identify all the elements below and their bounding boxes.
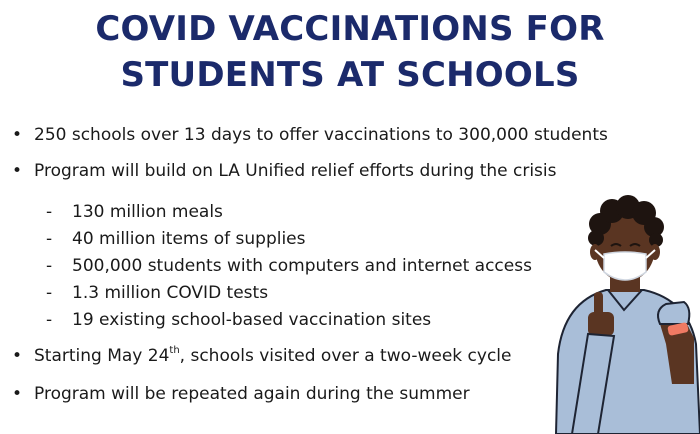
title-line-1: COVID VACCINATIONS FOR	[95, 9, 605, 49]
dash-marker: -	[46, 229, 53, 249]
ordinal-suffix: th	[169, 345, 180, 357]
bullet-marker: •	[12, 346, 23, 366]
bullet-text: Program will be repeated again during the summer	[34, 384, 470, 404]
sub-item-text: 500,000 students with computers and internet access	[72, 256, 532, 276]
sub-item-text: 130 million meals	[72, 202, 223, 222]
student-illustration	[548, 184, 700, 434]
title-line-2: STUDENTS AT SCHOOLS	[120, 55, 580, 95]
bullet-text: Program will build on LA Unified relief efforts during the crisis	[34, 161, 557, 181]
sub-item-text: 40 million items of supplies	[72, 229, 306, 249]
dash-marker: -	[46, 283, 53, 303]
bullet-marker: •	[12, 161, 23, 181]
bullet-text: 250 schools over 13 days to offer vaccinations to 300,000 students	[34, 125, 608, 145]
slide-title	[0, 6, 700, 98]
face-mask	[604, 252, 646, 280]
sub-item-text: 1.3 million COVID tests	[72, 283, 269, 303]
sub-item-text: 19 existing school-based vaccination sites	[72, 310, 432, 330]
bullet-marker: •	[12, 384, 23, 404]
bullet-text-start: Starting May 24	[34, 346, 170, 366]
bullet-marker: •	[12, 125, 23, 145]
dash-marker: -	[46, 202, 53, 222]
bullet-text	[34, 344, 512, 368]
dash-marker: -	[46, 256, 53, 276]
bullet-text-end: , schools visited over a two-week cycle	[179, 346, 512, 366]
dash-marker: -	[46, 310, 53, 330]
